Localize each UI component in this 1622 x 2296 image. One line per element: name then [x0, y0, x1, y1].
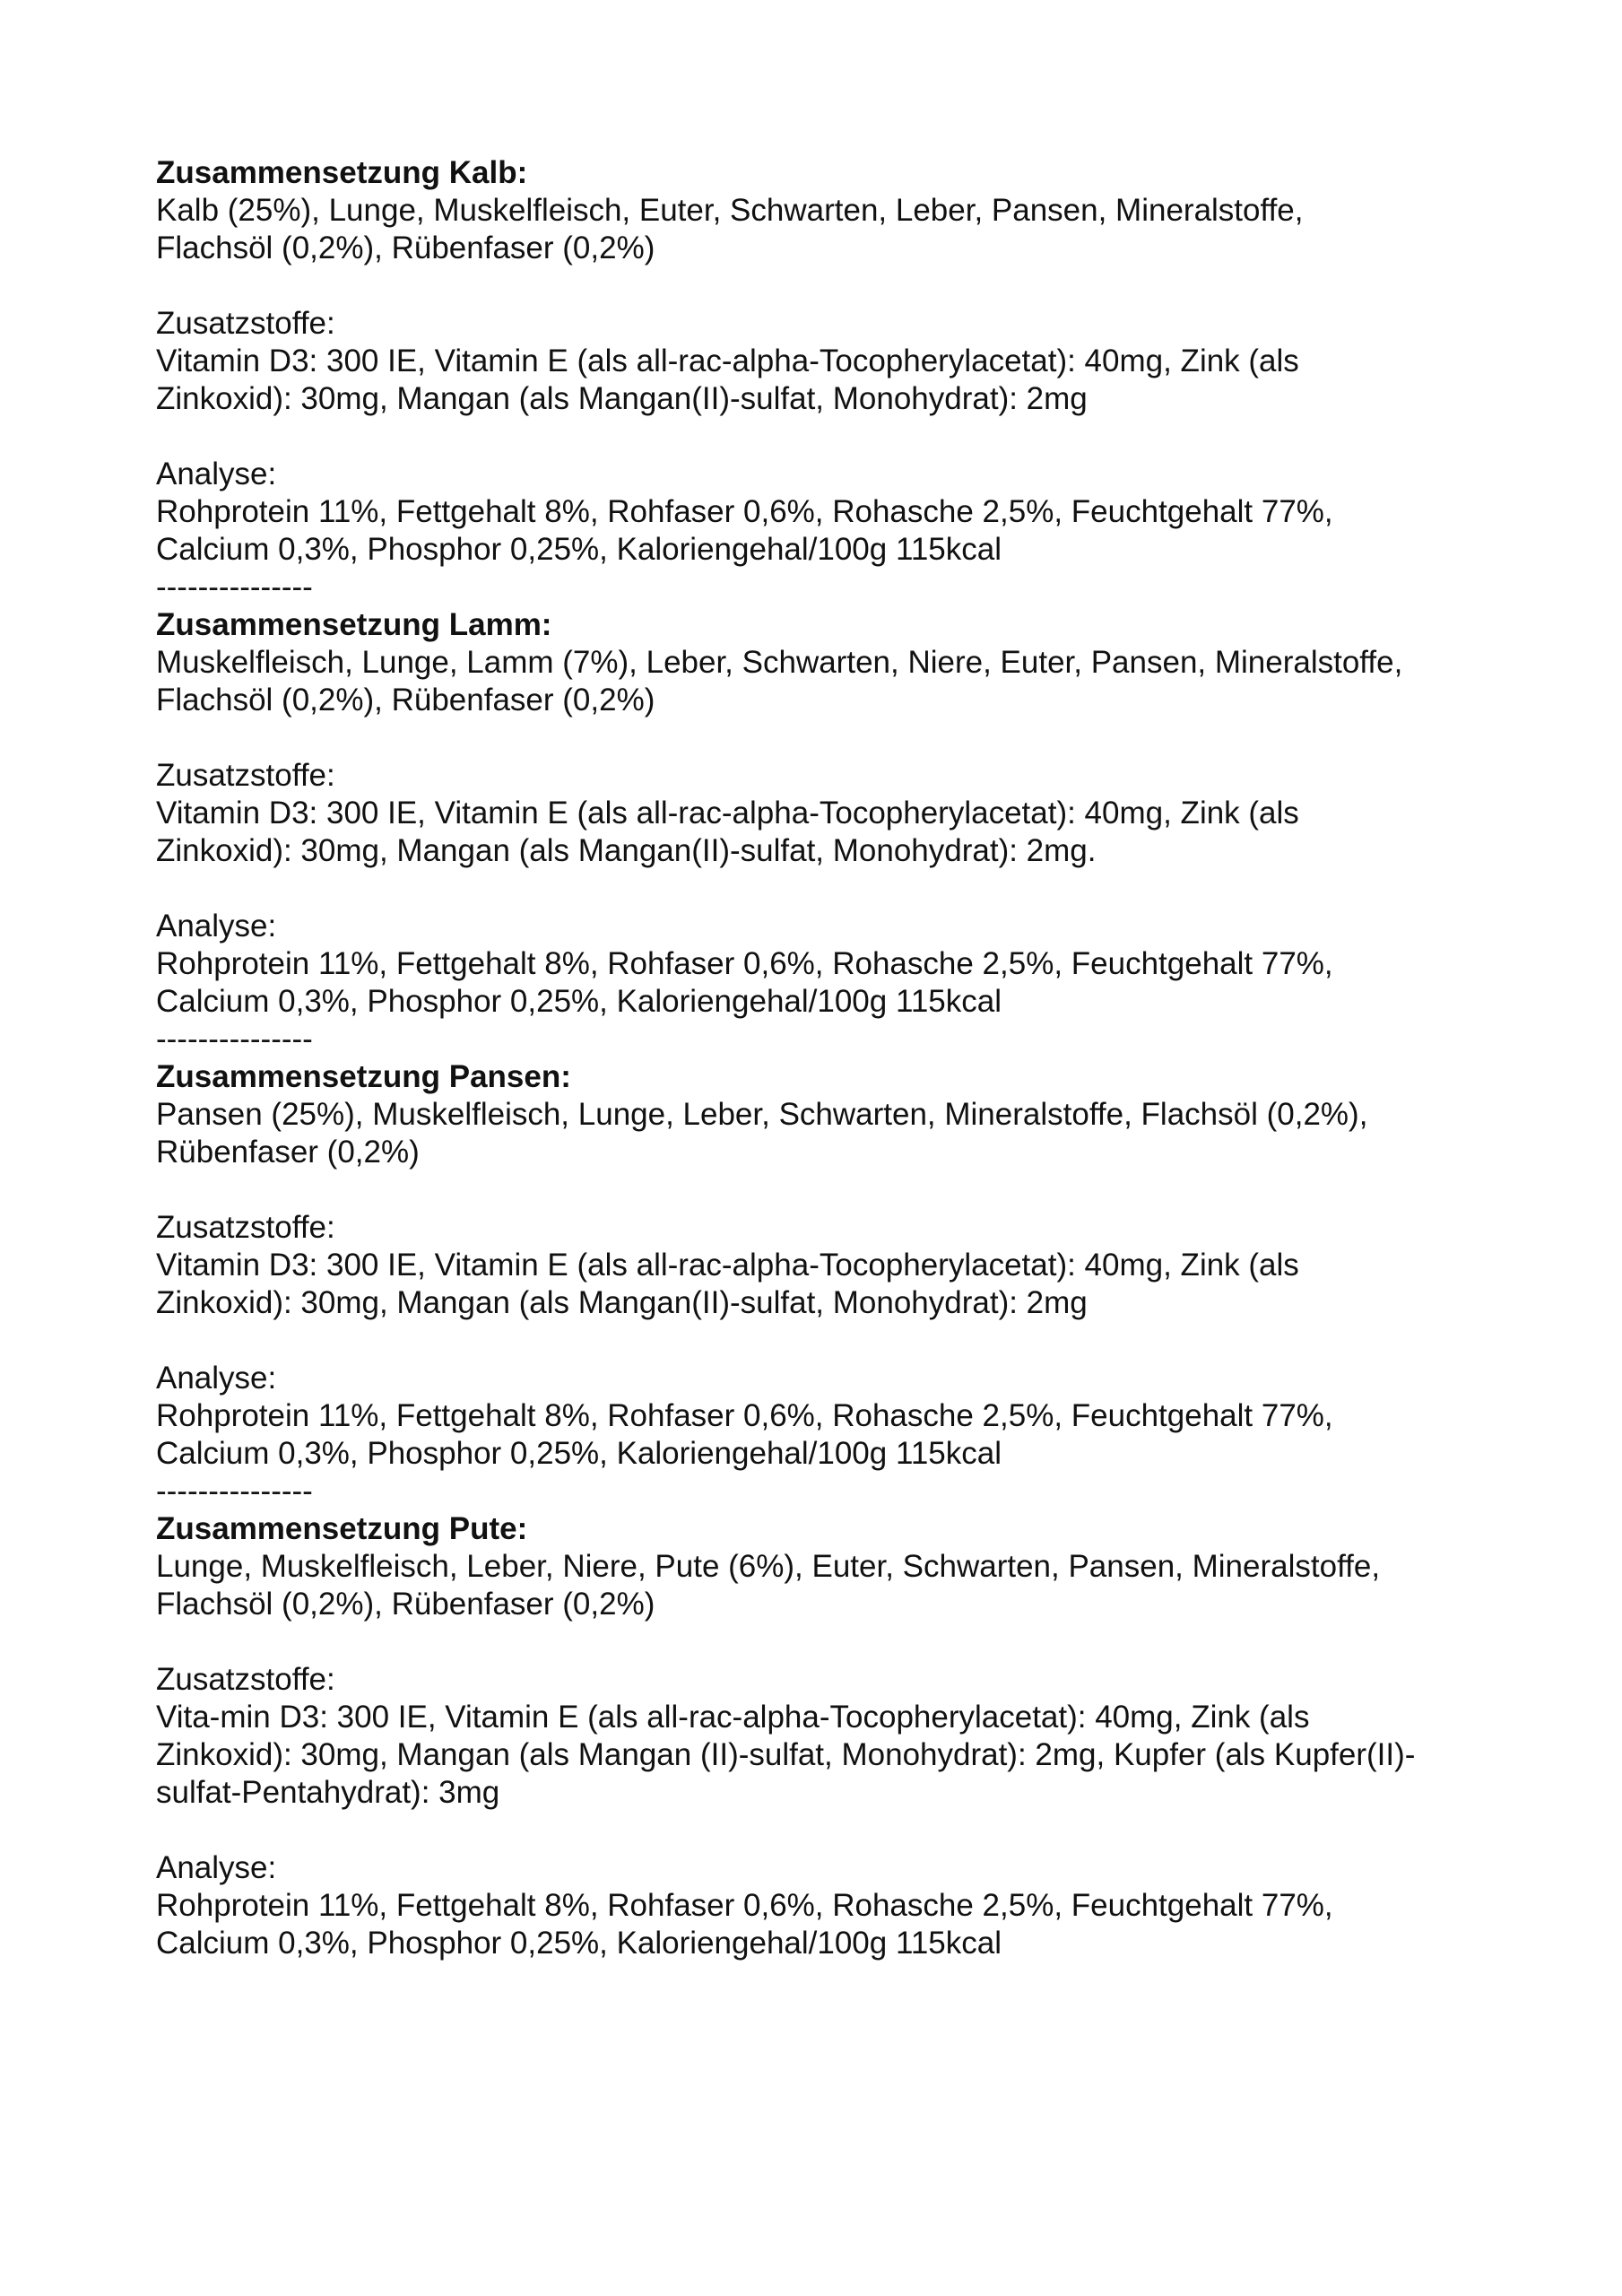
- ingredients-line: Pansen (25%), Muskelfleisch, Lunge, Leber, Schwarten, Mineralstoffe, Flachsöl (0,2%),: [156, 1097, 1368, 1132]
- ingredients-line: Flachsöl (0,2%), Rübenfaser (0,2%): [156, 230, 655, 265]
- ingredients-line: Rübenfaser (0,2%): [156, 1135, 420, 1170]
- additives-line: Zinkoxid): 30mg, Mangan (als Mangan(II)-sulfat, Monohydrat): 2mg: [156, 381, 1088, 416]
- analysis-line: Calcium 0,3%, Phosphor 0,25%, Kaloriengehal/100g 115kcal: [156, 532, 1002, 567]
- additives-line: Vitamin D3: 300 IE, Vitamin E (als all-rac-alpha-Tocopherylacetat): 40mg, Zink (als: [156, 796, 1299, 831]
- analysis-line: Rohprotein 11%, Fettgehalt 8%, Rohfaser 0,6%, Rohasche 2,5%, Feuchtgehalt 77%,: [156, 946, 1333, 981]
- analysis-line: Rohprotein 11%, Fettgehalt 8%, Rohfaser 0,6%, Rohasche 2,5%, Feuchtgehalt 77%,: [156, 1888, 1333, 1923]
- additives-line: sulfat-Pentahydrat): 3mg: [156, 1775, 500, 1810]
- additives-line: Zinkoxid): 30mg, Mangan (als Mangan (II)-sulfat, Monohydrat): 2mg, Kupfer (als Kupfer(II)-: [156, 1737, 1416, 1772]
- analysis-label: Analyse:: [156, 909, 277, 944]
- ingredients-line: Flachsöl (0,2%), Rübenfaser (0,2%): [156, 1587, 655, 1622]
- analysis-line: Calcium 0,3%, Phosphor 0,25%, Kaloriengehal/100g 115kcal: [156, 1926, 1002, 1961]
- section-pute: [156, 1510, 1492, 1962]
- ingredients-line: Muskelfleisch, Lunge, Lamm (7%), Leber, Schwarten, Niere, Euter, Pansen, Mineralstoffe,: [156, 645, 1403, 680]
- ingredients-line: Flachsöl (0,2%), Rübenfaser (0,2%): [156, 683, 655, 718]
- additives-label: Zusatzstoffe:: [156, 1662, 335, 1697]
- document-page: [156, 154, 1492, 1962]
- spacer: [156, 719, 1492, 757]
- section-kalb: [156, 154, 1492, 606]
- section-separator: ---------------: [156, 570, 313, 604]
- section-title: Zusammensetzung Pansen:: [156, 1059, 571, 1094]
- additives-line: Vitamin D3: 300 IE, Vitamin E (als all-rac-alpha-Tocopherylacetat): 40mg, Zink (als: [156, 1248, 1299, 1283]
- section-title: Zusammensetzung Pute:: [156, 1511, 528, 1546]
- section-title: Zusammensetzung Lamm:: [156, 607, 552, 642]
- analysis-label: Analyse:: [156, 457, 277, 491]
- additives-label: Zusatzstoffe:: [156, 758, 335, 793]
- spacer: [156, 1171, 1492, 1209]
- section-title: Zusammensetzung Kalb:: [156, 155, 528, 190]
- spacer: [156, 870, 1492, 908]
- spacer: [156, 1812, 1492, 1849]
- analysis-line: Rohprotein 11%, Fettgehalt 8%, Rohfaser 0,6%, Rohasche 2,5%, Feuchtgehalt 77%,: [156, 1398, 1333, 1433]
- spacer: [156, 1322, 1492, 1360]
- section-separator: ---------------: [156, 1022, 313, 1057]
- ingredients-line: Kalb (25%), Lunge, Muskelfleisch, Euter, Schwarten, Leber, Pansen, Mineralstoffe,: [156, 193, 1304, 228]
- section-separator: ---------------: [156, 1474, 313, 1509]
- analysis-label: Analyse:: [156, 1361, 277, 1396]
- additives-line: Vitamin D3: 300 IE, Vitamin E (als all-rac-alpha-Tocopherylacetat): 40mg, Zink (als: [156, 344, 1299, 378]
- additives-label: Zusatzstoffe:: [156, 306, 335, 341]
- additives-line: Zinkoxid): 30mg, Mangan (als Mangan(II)-sulfat, Monohydrat): 2mg: [156, 1285, 1088, 1320]
- additives-line: Vita-min D3: 300 IE, Vitamin E (als all-rac-alpha-Tocopherylacetat): 40mg, Zink (als: [156, 1700, 1310, 1735]
- analysis-line: Rohprotein 11%, Fettgehalt 8%, Rohfaser 0,6%, Rohasche 2,5%, Feuchtgehalt 77%,: [156, 494, 1333, 529]
- analysis-line: Calcium 0,3%, Phosphor 0,25%, Kaloriengehal/100g 115kcal: [156, 984, 1002, 1019]
- spacer: [156, 1623, 1492, 1661]
- section-pansen: [156, 1058, 1492, 1510]
- analysis-line: Calcium 0,3%, Phosphor 0,25%, Kaloriengehal/100g 115kcal: [156, 1436, 1002, 1471]
- analysis-label: Analyse:: [156, 1850, 277, 1885]
- spacer: [156, 267, 1492, 305]
- section-lamm: [156, 606, 1492, 1058]
- spacer: [156, 418, 1492, 456]
- additives-label: Zusatzstoffe:: [156, 1210, 335, 1245]
- ingredients-line: Lunge, Muskelfleisch, Leber, Niere, Pute (6%), Euter, Schwarten, Pansen, Mineralstoffe,: [156, 1549, 1381, 1584]
- additives-line: Zinkoxid): 30mg, Mangan (als Mangan(II)-sulfat, Monohydrat): 2mg.: [156, 833, 1097, 868]
